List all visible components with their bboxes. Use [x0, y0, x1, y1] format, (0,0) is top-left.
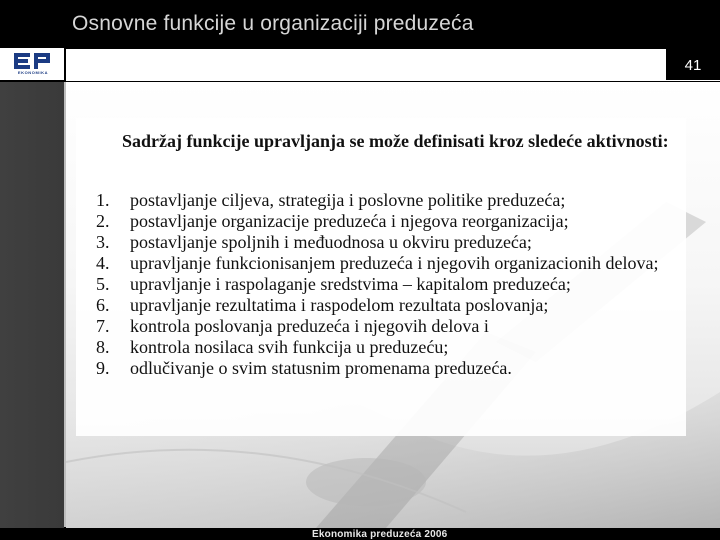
item-number: 7.	[96, 316, 110, 336]
footer-text: Ekonomika preduzeća 2006	[312, 529, 448, 540]
item-text: postavljanje spoljnih i međuodnosa u okviru preduzeća;	[130, 232, 532, 252]
list-item	[96, 337, 686, 358]
item-number: 4.	[96, 253, 110, 273]
list-item	[96, 253, 686, 274]
intro-sentence: Sadržaj funkcije upravljanja se može definisati kroz sledeće aktivnosti:	[122, 131, 669, 151]
ep-logo-mark	[12, 51, 54, 71]
intro-text	[76, 131, 682, 152]
item-number: 2.	[96, 211, 110, 231]
list-item	[96, 358, 686, 379]
slide-title: Osnovne funkcije u organizaciji preduzeća	[72, 12, 474, 35]
item-text: kontrola nosilaca svih funkcija u preduzeću;	[130, 337, 449, 357]
list-item	[96, 232, 686, 253]
logo-caption: EKONOMIKA	[17, 70, 49, 75]
item-number: 9.	[96, 358, 110, 378]
title-bar	[0, 0, 720, 46]
item-number: 1.	[96, 190, 110, 210]
item-number: 8.	[96, 337, 110, 357]
item-text: odlučivanje o svim statusnim promenama preduzeća.	[130, 358, 512, 378]
item-text: upravljanje rezultatima i raspodelom rezultata poslovanja;	[130, 295, 549, 315]
item-text: postavljanje organizacije preduzeća i njegova reorganizacija;	[130, 211, 569, 231]
list-item	[96, 274, 686, 295]
item-number: 3.	[96, 232, 110, 252]
item-text: kontrola poslovanja preduzeća i njegovih delova i	[130, 316, 489, 336]
list-item	[96, 316, 686, 337]
header-strip	[66, 48, 720, 81]
item-text: upravljanje i raspolaganje sredstvima – kapitalom preduzeća;	[130, 274, 571, 294]
item-text: upravljanje funkcionisanjem preduzeća i njegovih organizacionih delova;	[130, 253, 659, 273]
slide-number: 41	[666, 48, 720, 80]
list-item	[96, 295, 686, 316]
left-rail	[0, 82, 64, 540]
activity-list	[96, 190, 686, 379]
item-number: 5.	[96, 274, 110, 294]
list-item	[96, 211, 686, 232]
list-item	[96, 190, 686, 211]
item-number: 6.	[96, 295, 110, 315]
item-text: postavljanje ciljeva, strategija i poslovne politike preduzeća;	[130, 190, 566, 210]
logo	[0, 48, 64, 80]
